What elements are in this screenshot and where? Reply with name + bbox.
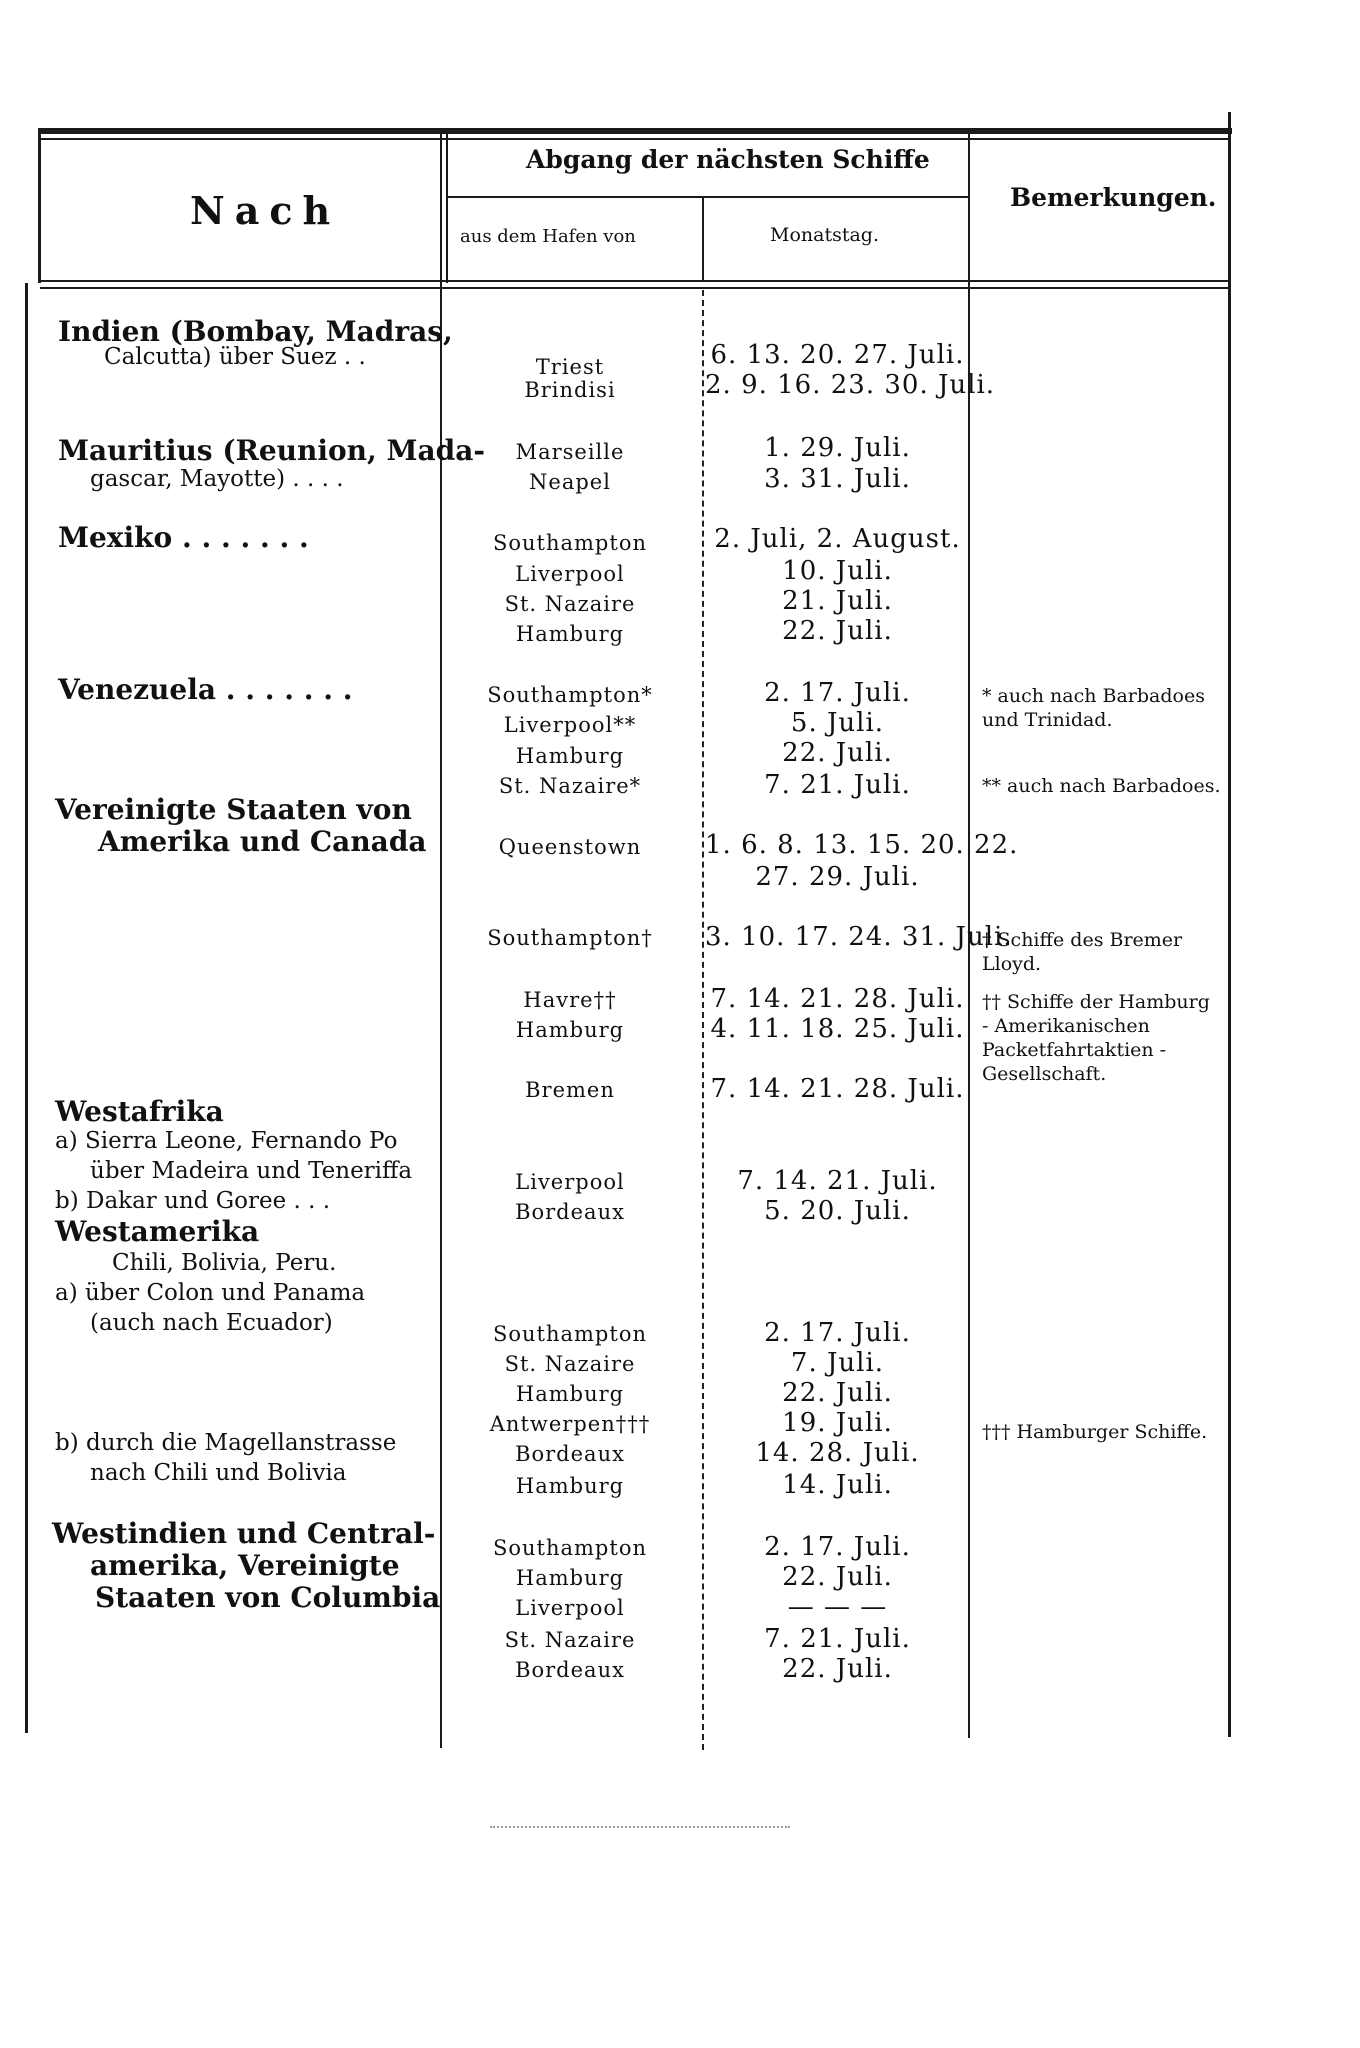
table-left-rule [38, 128, 41, 283]
dest-westafrika-title: Westafrika [55, 1095, 224, 1128]
date-cell: 2. 17. Juli. [764, 1318, 911, 1348]
date-cell: 14. Juli. [782, 1470, 893, 1500]
dest-magellan-l2: nach Chili und Bolivia [90, 1460, 347, 1486]
date-cell: 7. 14. 21. 28. Juli. [710, 1074, 965, 1104]
port-cell: Hamburg [515, 1382, 625, 1406]
dest-westamerika-a: a) über Colon und Panama [55, 1280, 366, 1306]
header-bottom-rule [40, 280, 1230, 282]
port-cell: Hamburg [515, 1566, 625, 1590]
header-hafen: aus dem Hafen von [460, 226, 636, 247]
dest-westindien-l2: amerika, Vereinigte [90, 1549, 400, 1582]
port-cell: St. Nazaire* [498, 774, 642, 798]
date-cell: 3. 31. Juli. [764, 464, 911, 494]
date-cell: 19. Juli. [782, 1408, 893, 1438]
header-nach: Nach [190, 188, 341, 233]
note-triple-dagger: ††† Hamburger Schiffe. [982, 1421, 1208, 1443]
port-cell: Liverpool** [503, 713, 637, 737]
dest-westafrika-a2: über Madeira und Teneriffa [90, 1158, 413, 1184]
date-cell: 7. 21. Juli. [764, 770, 911, 800]
port-cell: Havre†† [523, 988, 617, 1012]
port-cell: Hamburg [515, 744, 625, 768]
date-cell: 2. 9. 16. 23. 30. Juli. [705, 370, 996, 400]
port-cell: Liverpool [515, 562, 625, 586]
date-cell: — — — [787, 1592, 888, 1622]
dest-mauritius-l2: gascar, Mayotte) . . . . [90, 466, 344, 492]
date-cell: 22. Juli. [782, 1562, 893, 1592]
table-top-rule-thin [40, 138, 1230, 140]
dest-westindien-l3: Staaten von Columbia [95, 1581, 441, 1614]
dest-westamerika-a2: (auch nach Ecuador) [90, 1310, 333, 1336]
date-cell: 5. Juli. [790, 708, 885, 738]
port-cell: Triest [535, 355, 605, 379]
port-cell: Marseille [515, 440, 625, 464]
port-cell: Southampton [492, 531, 647, 555]
table-right-rule [1228, 112, 1231, 1737]
dest-westafrika-b: b) Dakar und Goree . . . [55, 1188, 331, 1214]
header-bemerkungen: Bemerkungen. [1010, 183, 1217, 212]
date-cell: 2. 17. Juli. [764, 1532, 911, 1562]
header-monatstag: Monatstag. [770, 224, 880, 246]
port-cell: Hamburg [515, 1018, 625, 1042]
port-cell: Bordeaux [515, 1658, 625, 1682]
date-cell: 22. Juli. [782, 1654, 893, 1684]
dest-westamerika-sub: Chili, Bolivia, Peru. [112, 1250, 337, 1276]
date-cell: 3. 10. 17. 24. 31. Juli. [705, 922, 1013, 952]
port-cell: Bordeaux [515, 1442, 625, 1466]
dest-westindien-l1: Westindien und Central- [52, 1517, 436, 1550]
port-cell: Liverpool [515, 1170, 625, 1194]
date-cell: 7. 21. Juli. [764, 1624, 911, 1654]
col-divider-2-head [702, 198, 704, 282]
dest-usa-l1: Vereinigte Staaten von [55, 793, 412, 826]
date-cell: 14. 28. Juli. [755, 1438, 920, 1468]
dest-venezuela: Venezuela . . . . . . . [58, 673, 353, 706]
dest-indien-l1: Indien (Bombay, Madras, [58, 315, 453, 348]
footer-dotted-rule [490, 1826, 790, 1828]
date-cell: 4. 11. 18. 25. Juli. [710, 1014, 965, 1044]
col-divider-1 [440, 128, 442, 1748]
port-cell: Southampton* [487, 683, 653, 707]
date-cell: 22. Juli. [782, 616, 893, 646]
port-cell: Queenstown [498, 835, 642, 859]
table-left-rule-body [25, 283, 28, 1733]
abgang-sub-rule [446, 196, 968, 198]
port-cell: Bordeaux [515, 1200, 625, 1224]
dest-usa-l2: Amerika und Canada [98, 825, 427, 858]
note-double-star: ** auch nach Barbadoes. [982, 775, 1221, 797]
dest-westafrika-a: a) Sierra Leone, Fernando Po [55, 1128, 398, 1154]
col-divider-1b [446, 128, 448, 283]
date-cell: 7. 14. 21. Juli. [737, 1166, 938, 1196]
port-cell: Hamburg [515, 622, 625, 646]
dest-indien-l2: Calcutta) über Suez . . [104, 344, 366, 370]
dest-westamerika-title: Westamerika [55, 1215, 260, 1248]
port-cell: Hamburg [515, 1474, 625, 1498]
port-cell: Liverpool [515, 1596, 625, 1620]
date-cell: 10. Juli. [782, 556, 893, 586]
port-cell: St. Nazaire [504, 592, 636, 616]
date-cell: 1. 6. 8. 13. 15. 20. 22. [705, 830, 1019, 860]
note-star: * auch nach Barbadoes und Trinidad. [982, 685, 1205, 731]
table-top-rule [38, 128, 1232, 134]
date-cell: 21. Juli. [782, 586, 893, 616]
dest-mauritius-l1: Mauritius (Reunion, Mada- [58, 434, 486, 467]
col-divider-2 [702, 290, 704, 1750]
date-cell: 27. 29. Juli. [755, 862, 920, 892]
port-cell: St. Nazaire [504, 1628, 636, 1652]
note-dagger: † Schiffe des Bremer Lloyd. [982, 929, 1183, 975]
date-cell: 7. Juli. [790, 1348, 885, 1378]
port-cell: Bremen [525, 1078, 615, 1102]
port-cell: Antwerpen††† [489, 1412, 651, 1436]
date-cell: 1. 29. Juli. [764, 433, 911, 463]
port-cell: Southampton† [487, 926, 653, 950]
port-cell: St. Nazaire [504, 1352, 636, 1376]
port-cell: Neapel [529, 470, 611, 494]
header-bottom-rule-2 [40, 287, 1230, 289]
dest-magellan-l1: b) durch die Magellanstrasse [55, 1430, 397, 1456]
date-cell: 6. 13. 20. 27. Juli. [710, 340, 965, 370]
date-cell: 2. 17. Juli. [764, 678, 911, 708]
date-cell: 22. Juli. [782, 738, 893, 768]
port-cell: Southampton [492, 1322, 647, 1346]
date-cell: 22. Juli. [782, 1378, 893, 1408]
dest-mexiko: Mexiko . . . . . . . [58, 521, 309, 554]
date-cell: 2. Juli, 2. August. [714, 524, 961, 554]
date-cell: 7. 14. 21. 28. Juli. [710, 984, 965, 1014]
port-cell: Southampton [492, 1536, 647, 1560]
note-double-dagger: †† Schiffe der Hamburg - Amerikanischen Packetfahrtaktien - Gesellschaft. [982, 991, 1210, 1085]
port-cell: Brindisi [524, 378, 616, 402]
header-abgang: Abgang der nächsten Schiffe [526, 145, 930, 174]
date-cell: 5. 20. Juli. [764, 1196, 911, 1226]
